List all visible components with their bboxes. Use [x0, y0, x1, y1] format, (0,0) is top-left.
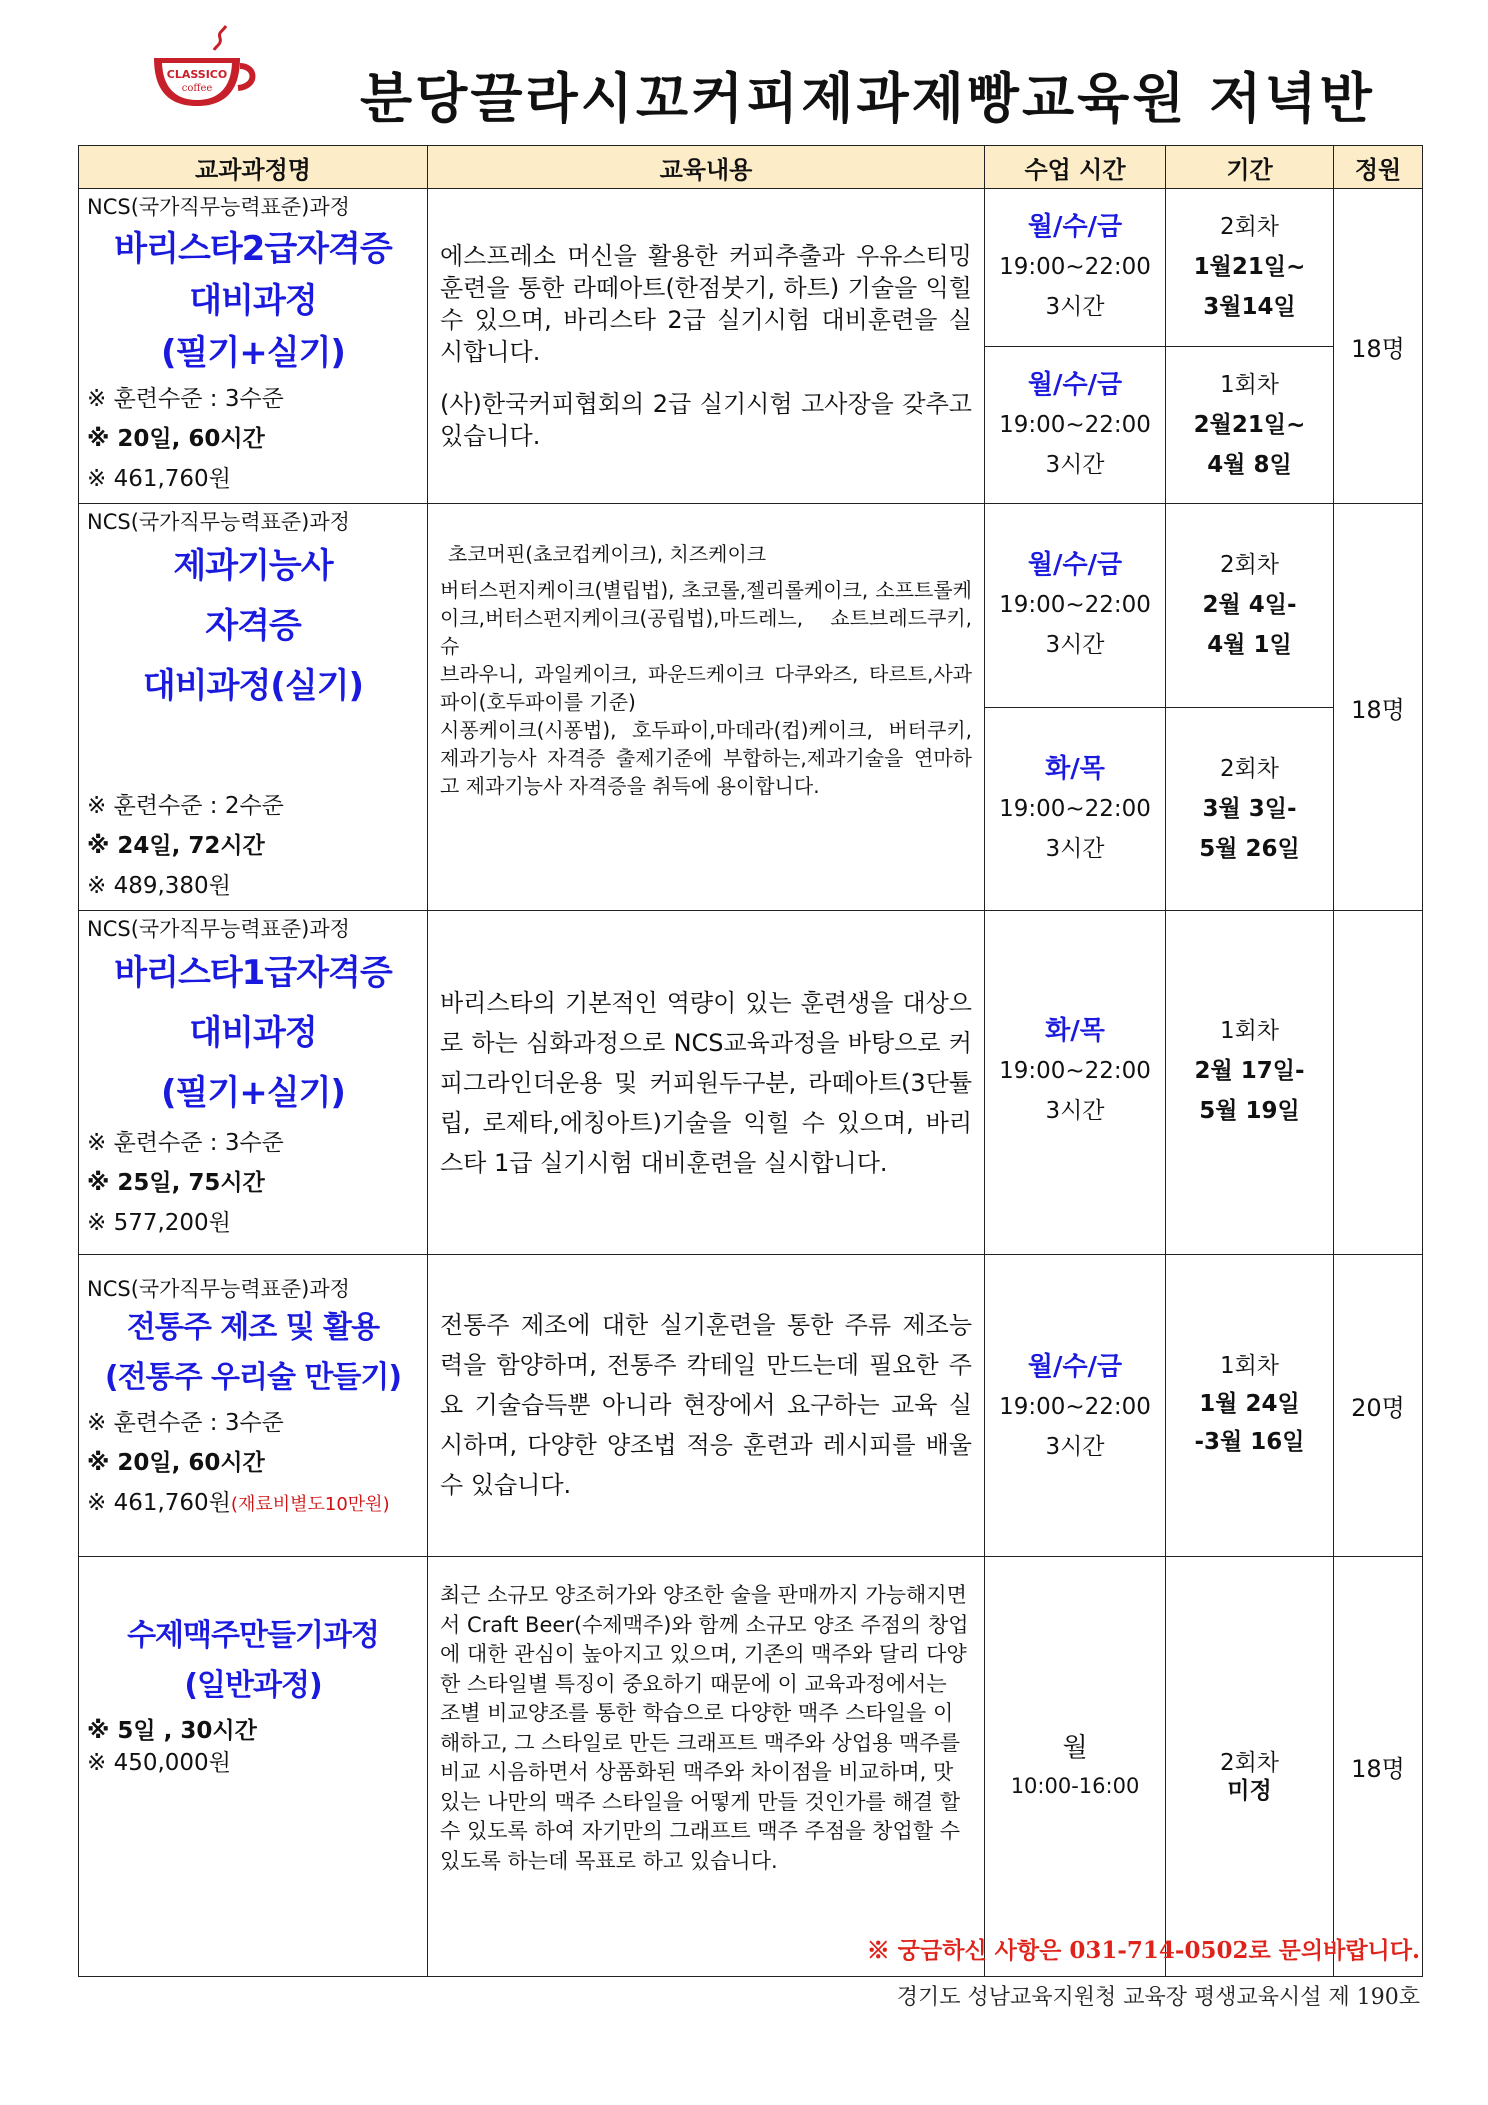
schedule-cell — [985, 504, 1166, 708]
ncs-label: NCS(국가직무능력표준)과정 — [87, 195, 350, 219]
end-date: 4월 8일 — [1207, 451, 1292, 478]
schedule-cell — [985, 346, 1166, 504]
table-row — [79, 1255, 1423, 1557]
content-text: 에스프레소 머신을 활용한 커피추출과 우유스티밍 훈련을 통한 라떼아트(한점붓기, 하트) 기술을 익힐 수 있으며, 바리스타 2급 실기시험 대비훈련을 실시합니다. — [440, 242, 972, 366]
end-date: 5월 19일 — [1199, 1098, 1300, 1124]
course-price: ※ 489,380원 — [87, 873, 231, 899]
course-price: ※ 461,760원 — [87, 466, 231, 492]
schedule-cell — [985, 707, 1166, 911]
end-date: 3월14일 — [1203, 294, 1296, 321]
class-hours: 3시간 — [1045, 451, 1105, 478]
course-name-line: 전통주 제조 및 활용 — [126, 1310, 380, 1345]
course-price: ※ 461,760원 — [87, 1490, 231, 1516]
svg-text:coffee: coffee — [181, 83, 213, 94]
header-content: 교육내용 — [428, 146, 985, 189]
class-time: 19:00~22:00 — [999, 592, 1151, 619]
course-cell — [79, 504, 428, 911]
course-cell — [79, 1557, 428, 1977]
course-duration: ※ 24일, 72시간 — [87, 833, 265, 859]
class-time: 19:00~22:00 — [999, 795, 1151, 822]
course-name-line: (일반과정) — [184, 1668, 322, 1703]
period-cell — [1166, 189, 1334, 347]
content-cell — [428, 189, 985, 504]
course-name-line: (필기+실기) — [161, 1073, 345, 1113]
course-name-line: (필기+실기) — [161, 333, 345, 373]
course-name — [87, 223, 419, 379]
content-cell — [428, 1557, 985, 1977]
period-cell — [1166, 707, 1334, 911]
course-cell — [79, 1255, 428, 1557]
table-row — [79, 1557, 1423, 1977]
ncs-label: NCS(국가직무능력표준)과정 — [87, 510, 350, 534]
schedule-cell — [985, 1557, 1166, 1977]
class-days: 월/수/금 — [1027, 212, 1123, 243]
class-hours: 3시간 — [1045, 294, 1105, 321]
capacity-cell — [1334, 911, 1423, 1255]
header-time: 수업 시간 — [985, 146, 1166, 189]
start-date: 1월 24일 — [1199, 1391, 1300, 1417]
course-price: ※ 450,000원 — [87, 1750, 231, 1776]
ncs-label: NCS(국가직무능력표준)과정 — [87, 917, 350, 941]
content-text: 바리스타의 기본적인 역량이 있는 훈련생을 대상으로 하는 심화과정으로 NCS교육과정을 바탕으로 커피그라인더운용 및 커피원두구분, 라떼아트(3단튤립, 로제타,에칭아트)기술을 익힐 수 있으며, 바리스타 1급 실기시험 대비훈련을 실시합니다. — [440, 988, 972, 1177]
end-date: -3월 16일 — [1194, 1429, 1305, 1455]
period-cell — [1166, 1557, 1334, 1977]
start-date: 1월21일~ — [1193, 254, 1306, 281]
content-cell — [428, 911, 985, 1255]
capacity-cell: 18명 — [1334, 189, 1423, 504]
svg-text:CLASSICO: CLASSICO — [166, 68, 228, 81]
table-row — [79, 504, 1423, 708]
course-cell — [79, 911, 428, 1255]
end-date: 4월 1일 — [1207, 632, 1292, 659]
start-date: 2월 4일- — [1202, 592, 1297, 619]
round: 2회차 — [1219, 755, 1280, 782]
course-name-line: 바리스타1급자격증 — [114, 953, 392, 993]
coffee-cup-logo-icon — [148, 22, 268, 118]
class-hours: 3시간 — [1045, 835, 1105, 862]
class-days: 월/수/금 — [1027, 550, 1123, 581]
content-text: 초코머핀(쵸코컵케이크), 치즈케이크 — [448, 542, 767, 566]
start-date: 미정 — [1227, 1777, 1272, 1804]
course-name-line: 자격증 — [205, 606, 301, 646]
registration-note: 경기도 성남교육지원청 교육장 평생교육시설 제 190호 — [896, 1985, 1420, 2010]
round: 2회차 — [1219, 214, 1280, 241]
class-days: 화/목 — [1045, 753, 1105, 784]
training-level: ※ 훈련수준 : 3수준 — [87, 1410, 284, 1436]
course-name-line: 대비과정 — [189, 1013, 317, 1053]
class-time: 19:00~22:00 — [999, 411, 1151, 438]
course-duration: ※ 20일, 60시간 — [87, 426, 265, 452]
period-cell — [1166, 504, 1334, 708]
course-name — [87, 536, 419, 716]
course-duration: ※ 20일, 60시간 — [87, 1450, 265, 1476]
course-name-line: 바리스타2급자격증 — [114, 229, 392, 269]
end-date: 5월 26일 — [1199, 835, 1300, 862]
round: 2회차 — [1219, 1749, 1280, 1776]
course-meta — [87, 1715, 419, 1779]
content-text: 브라우니, 과일케이크, 파운드케이크 다쿠와즈, 타르트,사과파이(호두파이를 기준) — [440, 662, 972, 714]
course-meta — [87, 379, 419, 499]
round: 1회차 — [1219, 1018, 1280, 1044]
course-price: ※ 577,200원 — [87, 1210, 231, 1236]
content-text: 시퐁케이크(시퐁법), 호두파이,마데라(컵)케이크, 버터쿠키,제과기능사 자격증 출제기준에 부합하는,제과기술을 연마하고 제과기능사 자격증을 취득에 용이합니다. — [440, 718, 972, 798]
capacity-cell: 20명 — [1334, 1255, 1423, 1557]
table-row — [79, 911, 1423, 1255]
table-row — [79, 189, 1423, 347]
content-text: 최근 소규모 양조허가와 양조한 술을 판매까지 가능해지면서 Craft Beer(수제맥주)와 함께 소규모 양조 주점의 창업에 대한 관심이 높아지고 있으며, 기존의 맥주와 달리 다양한 스타일별 특징이 중요하기 때문에 이 교육과정에서는 조별 비교양조를 통한 학습으로 다양한 맥주 스타일을 이해하고, 그 스타일로 만든 크래프트 맥주와 상업용 맥주를 비교 시음하면서 상품화된 맥주와 차이점을 비교하며, 맛있는 나만의 맥주 스타일을 어떻게 만들 것인가를 해결 할 수 있도록 하여 자기만의 그래프트 맥주 주점을 창업할 수 있도록 하는데 목표로 하고 있습니다. — [440, 1583, 969, 1873]
class-time: 19:00~22:00 — [999, 1394, 1151, 1420]
period-cell — [1166, 1255, 1334, 1557]
class-hours: 3시간 — [1045, 1098, 1105, 1124]
header-capacity: 정원 — [1334, 146, 1423, 189]
class-days: 월 — [1062, 1732, 1088, 1763]
course-name — [87, 1303, 419, 1403]
course-name — [87, 1611, 419, 1711]
class-hours: 3시간 — [1045, 632, 1105, 659]
ncs-label: NCS(국가직무능력표준)과정 — [87, 1277, 350, 1301]
round: 1회차 — [1219, 371, 1280, 398]
course-meta — [87, 786, 419, 906]
content-text: 버터스펀지케이크(별립법), 초코롤,젤리롤케이크, 소프트롤케이크,버터스펀지케이크(공립법),마드레느, 쇼트브레드쿠키, 슈 — [440, 578, 972, 658]
course-meta — [87, 1403, 419, 1525]
course-name-line: (전통주 우리술 만들기) — [104, 1360, 402, 1395]
schedule-cell — [985, 911, 1166, 1255]
page-header — [0, 0, 1488, 140]
schedule-cell — [985, 189, 1166, 347]
course-name-line: 수제맥주만들기과정 — [127, 1618, 379, 1653]
start-date: 2월21일~ — [1193, 411, 1306, 438]
content-text: (사)한국커피협회의 2급 실기시험 고사장을 갖추고 있습니다. — [440, 390, 972, 450]
course-name-line: 제과기능사 — [173, 546, 333, 586]
schedule-cell — [985, 1255, 1166, 1557]
period-cell — [1166, 911, 1334, 1255]
inquiry-note: ※ 궁금하신 사항은 031-714-0502로 문의바랍니다. — [866, 1937, 1420, 1964]
page-title: 분당끌라시꼬커피제과제빵교육원 저녁반 — [360, 66, 1375, 130]
class-time: 19:00~22:00 — [999, 254, 1151, 281]
start-date: 2월 17일- — [1194, 1058, 1305, 1084]
period-cell — [1166, 346, 1334, 504]
content-text: 전통주 제조에 대한 실기훈련을 통한 주류 제조능력을 함양하며, 전통주 칵테일 만드는데 필요한 주요 기술습득뿐 아니라 현장에서 요구하는 교육 실시하며, 다양한 양조법 적응 훈련과 레시피를 배울 수 있습니다. — [440, 1311, 972, 1499]
class-time: 19:00~22:00 — [999, 1058, 1151, 1084]
course-cell — [79, 189, 428, 504]
training-level: ※ 훈련수준 : 2수준 — [87, 793, 284, 819]
start-date: 3월 3일- — [1202, 795, 1297, 822]
course-schedule-table — [78, 145, 1423, 1977]
content-cell — [428, 1255, 985, 1557]
material-fee-note: (재료비별도10만원) — [230, 1494, 390, 1515]
class-days: 월/수/금 — [1027, 369, 1123, 400]
training-level: ※ 훈련수준 : 3수준 — [87, 1130, 284, 1156]
course-duration: ※ 25일, 75시간 — [87, 1170, 265, 1196]
training-level: ※ 훈련수준 : 3수준 — [87, 386, 284, 412]
course-meta — [87, 1123, 419, 1243]
header-period: 기간 — [1166, 146, 1334, 189]
course-name-line: 대비과정 — [189, 281, 317, 321]
round: 2회차 — [1219, 552, 1280, 579]
content-cell — [428, 504, 985, 911]
capacity-cell: 18명 — [1334, 504, 1423, 911]
class-hours: 3시간 — [1045, 1434, 1105, 1460]
round: 1회차 — [1219, 1353, 1280, 1379]
capacity-cell: 18명 — [1334, 1557, 1423, 1977]
header-course: 교과과정명 — [79, 146, 428, 189]
course-name-line: 대비과정(실기) — [142, 666, 364, 706]
table-header-row — [79, 146, 1423, 189]
class-time: 10:00-16:00 — [1010, 1773, 1140, 1798]
class-days: 월/수/금 — [1027, 1352, 1123, 1382]
course-duration: ※ 5일 , 30시간 — [87, 1718, 257, 1744]
course-name — [87, 943, 419, 1123]
class-days: 화/목 — [1045, 1016, 1105, 1046]
